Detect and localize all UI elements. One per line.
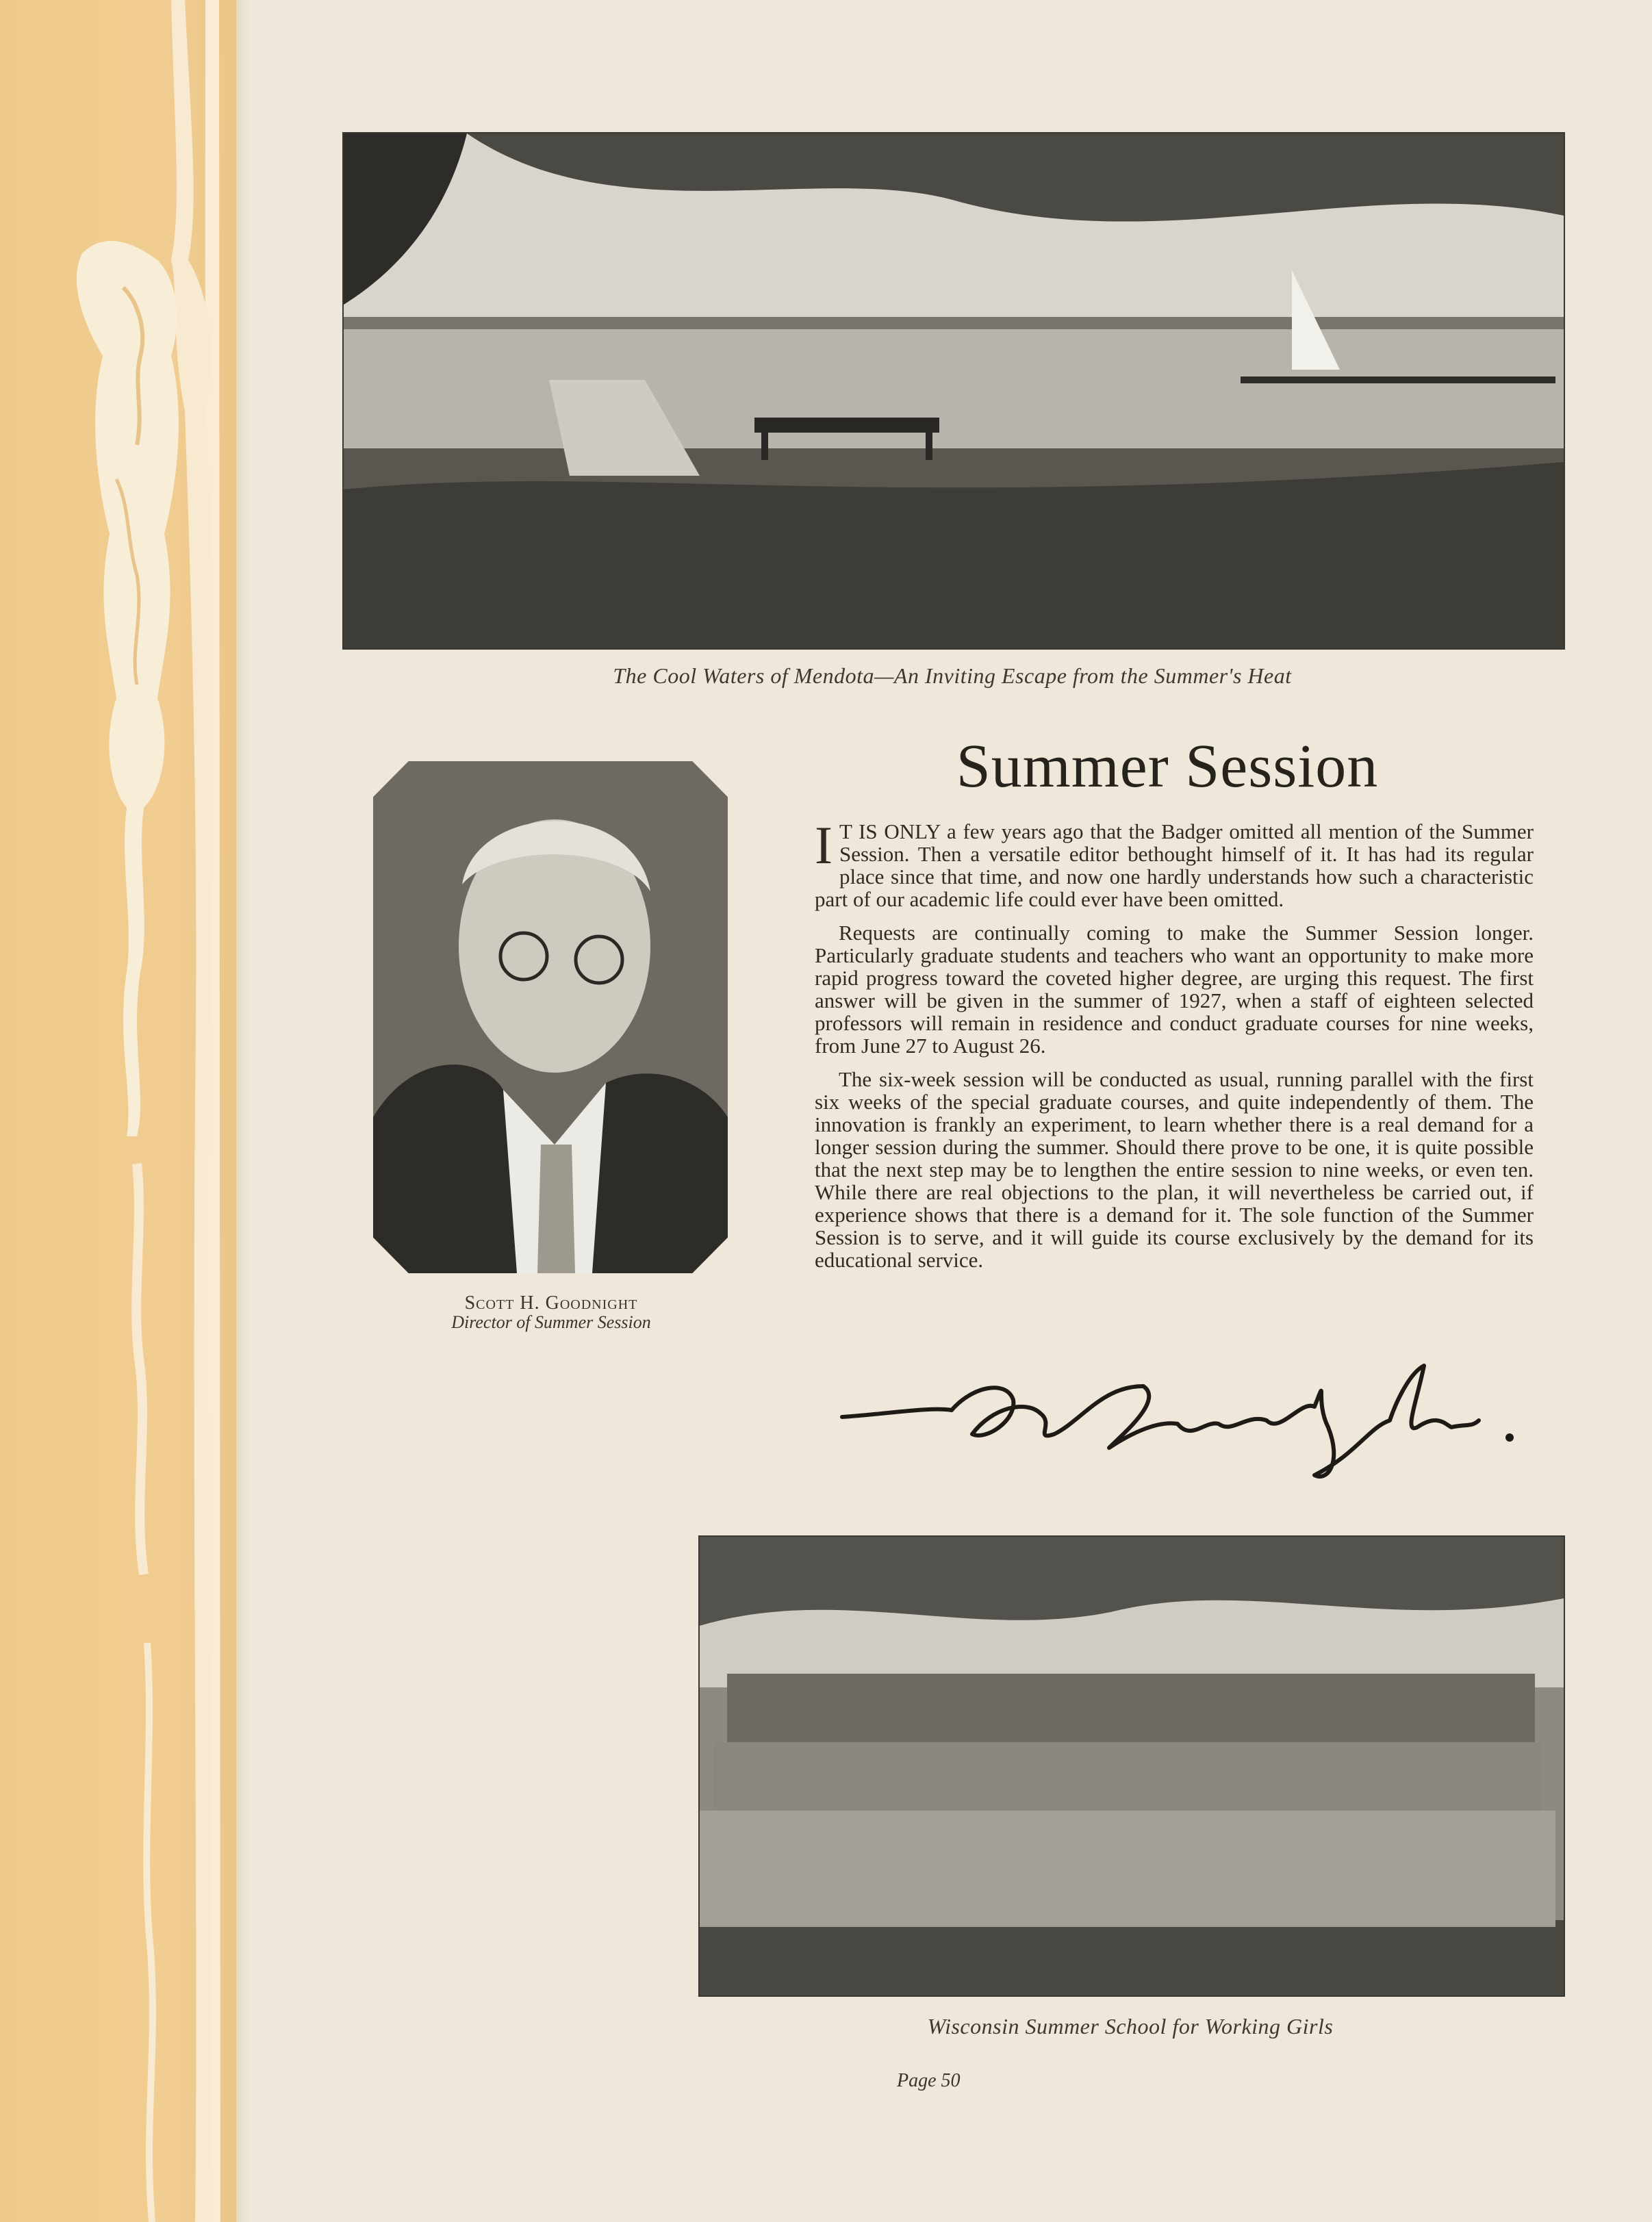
page-number: Page 50 [897, 2070, 961, 2091]
paper-edge [236, 0, 250, 2222]
article-paragraph-2: Requests are continually coming to make the Summer Session longer. Particularly graduate students and teachers who want an opportunity to make more rapid progress toward the coveted higher degree, are urging this request. The first answer will be given in the summer of 1927, when a staff of eighteen selected professors will remain in residence and conduct graduate courses for nine weeks, from June 27 to August 26. [815, 921, 1534, 1058]
article-paragraph-3: The six-week session will be conducted as usual, running parallel with the first six weeks of the special graduate courses, and quite independently of them. The innovation is frankly an experiment, to learn whether there is a real demand for a longer session during the summer. Should there prove to be one, it is quite possible that the next step may be to lengthen the entire session to nine weeks, or even ten. While there are real objections to the plan, it will nevertheless be carried out, if experience shows that there is a demand for it. The sole function of the Summer Session is to serve, and it will guide its course exclusively by the demand for its educational service. [815, 1067, 1534, 1272]
article-title: Summer Session [956, 732, 1379, 800]
signature-illustration [835, 1359, 1534, 1489]
portrait-role: Director of Summer Session [451, 1312, 651, 1332]
lake-photo [342, 132, 1565, 650]
drop-cap: I [815, 815, 833, 875]
group-photo-caption: Wisconsin Summer School for Working Girls [927, 2014, 1334, 2039]
portrait-name: Scott H. Goodnight [464, 1292, 638, 1314]
portrait-photo [373, 761, 728, 1273]
article-body [815, 815, 1534, 1282]
lake-photo-caption: The Cool Waters of Mendota—An Inviting Escape from the Summer's Heat [613, 663, 1292, 688]
decorative-border [0, 0, 236, 2222]
group-photo [698, 1535, 1565, 1997]
ornament-illustration [0, 0, 236, 2222]
article-paragraph-1: T IS ONLY a few years ago that the Badger omitted all mention of the Summer Session. Then a versatile editor bethought himself of it. It has had its regular place since that time, and now one hardly understands how such a characteristic part of our academic life could ever have been omitted. [815, 819, 1534, 911]
